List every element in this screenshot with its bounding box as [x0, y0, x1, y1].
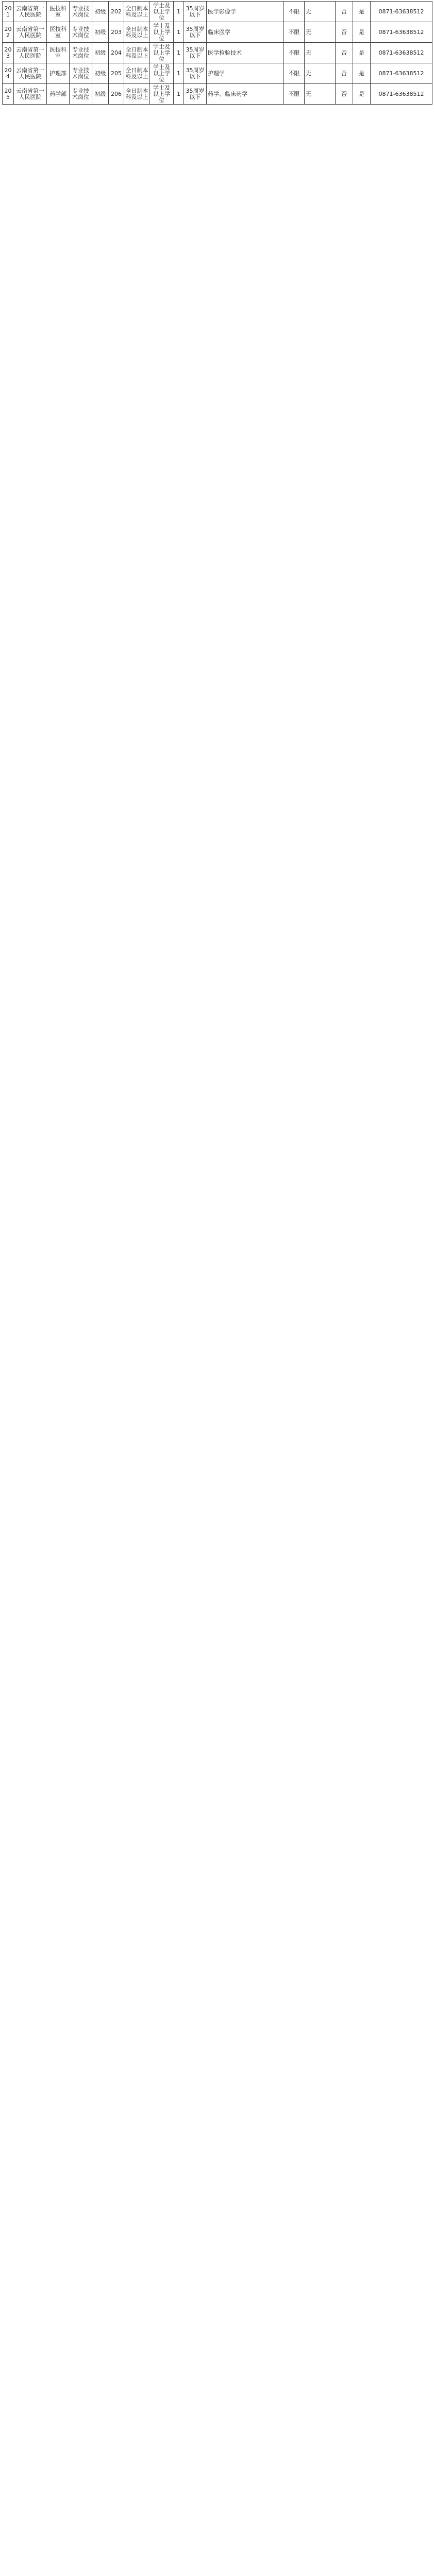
table-cell: 无	[305, 43, 336, 63]
table-cell: 不限	[284, 43, 305, 63]
table-cell: 学士及以上学位	[150, 43, 174, 63]
table-cell: 云南省第一人民医院	[14, 2, 47, 22]
table-cell: 初级	[92, 43, 109, 63]
table-cell: 云南省第一人民医院	[14, 22, 47, 43]
table-row	[3, 43, 432, 63]
table-cell: 否	[336, 22, 353, 43]
table-cell: 0871-63638512	[371, 43, 432, 63]
table-cell: 初级	[92, 84, 109, 105]
table-cell: 是	[353, 22, 371, 43]
table-cell: 护理学	[207, 63, 284, 84]
table-cell: 0871-63638512	[371, 2, 432, 22]
table-cell: 0871-63638512	[371, 22, 432, 43]
table-cell: 医技科室	[47, 2, 70, 22]
table-cell: 205	[3, 84, 14, 105]
table-cell: 无	[305, 63, 336, 84]
table-cell: 是	[353, 63, 371, 84]
table-cell: 否	[336, 63, 353, 84]
table-cell: 全日制本科及以上	[124, 63, 150, 84]
table-cell: 云南省第一人民医院	[14, 43, 47, 63]
table-cell: 1	[174, 22, 184, 43]
table-cell: 否	[336, 84, 353, 105]
table-cell: 35周岁以下	[184, 63, 207, 84]
table-cell: 学士及以上学位	[150, 22, 174, 43]
table-cell: 临床医学	[207, 22, 284, 43]
table-cell: 206	[109, 84, 124, 105]
recruitment-table	[2, 1, 432, 105]
table-cell: 不限	[284, 63, 305, 84]
table-cell: 药学、临床药学	[207, 84, 284, 105]
table-cell: 是	[353, 43, 371, 63]
table-cell: 学士及以上学位	[150, 2, 174, 22]
table-cell: 学士及以上学位	[150, 84, 174, 105]
table-row	[3, 2, 432, 22]
table-cell: 203	[109, 22, 124, 43]
table-cell: 不限	[284, 22, 305, 43]
table-cell: 1	[174, 43, 184, 63]
table-row	[3, 22, 432, 43]
table-cell: 35周岁以下	[184, 2, 207, 22]
table-cell: 1	[174, 84, 184, 105]
recruitment-document	[2, 1, 432, 105]
table-cell: 203	[3, 43, 14, 63]
table-row	[3, 84, 432, 105]
table-cell: 否	[336, 43, 353, 63]
table-cell: 专业技术岗位	[70, 22, 92, 43]
table-cell: 专业技术岗位	[70, 43, 92, 63]
table-cell: 全日制本科及以上	[124, 22, 150, 43]
table-cell: 205	[109, 63, 124, 84]
table-cell: 204	[109, 43, 124, 63]
table-cell: 否	[336, 2, 353, 22]
table-cell: 1	[174, 63, 184, 84]
table-cell: 0871-63638512	[371, 84, 432, 105]
table-cell: 初级	[92, 63, 109, 84]
table-cell: 药学部	[47, 84, 70, 105]
table-cell: 是	[353, 84, 371, 105]
table-cell: 全日制本科及以上	[124, 2, 150, 22]
table-cell: 无	[305, 84, 336, 105]
table-cell: 医学影像学	[207, 2, 284, 22]
table-cell: 35周岁以下	[184, 22, 207, 43]
table-cell: 201	[3, 2, 14, 22]
table-cell: 1	[174, 2, 184, 22]
table-cell: 医技科室	[47, 22, 70, 43]
table-cell: 医学检验技术	[207, 43, 284, 63]
table-cell: 无	[305, 2, 336, 22]
table-cell: 全日制本科及以上	[124, 84, 150, 105]
table-cell: 35周岁以下	[184, 43, 207, 63]
table-cell: 专业技术岗位	[70, 2, 92, 22]
table-cell: 202	[3, 22, 14, 43]
table-cell: 初级	[92, 2, 109, 22]
table-cell: 云南省第一人民医院	[14, 63, 47, 84]
table-cell: 是	[353, 2, 371, 22]
table-cell: 0871-63638512	[371, 63, 432, 84]
table-cell: 专业技术岗位	[70, 84, 92, 105]
table-body	[3, 2, 432, 105]
table-cell: 医技科室	[47, 43, 70, 63]
table-cell: 204	[3, 63, 14, 84]
table-cell: 专业技术岗位	[70, 63, 92, 84]
table-row	[3, 63, 432, 84]
table-cell: 不限	[284, 2, 305, 22]
table-cell: 不限	[284, 84, 305, 105]
table-cell: 护理部	[47, 63, 70, 84]
table-cell: 无	[305, 22, 336, 43]
table-cell: 全日制本科及以上	[124, 43, 150, 63]
table-cell: 初级	[92, 22, 109, 43]
table-cell: 202	[109, 2, 124, 22]
table-cell: 学士及以上学位	[150, 63, 174, 84]
table-cell: 云南省第一人民医院	[14, 84, 47, 105]
table-cell: 35周岁以下	[184, 84, 207, 105]
